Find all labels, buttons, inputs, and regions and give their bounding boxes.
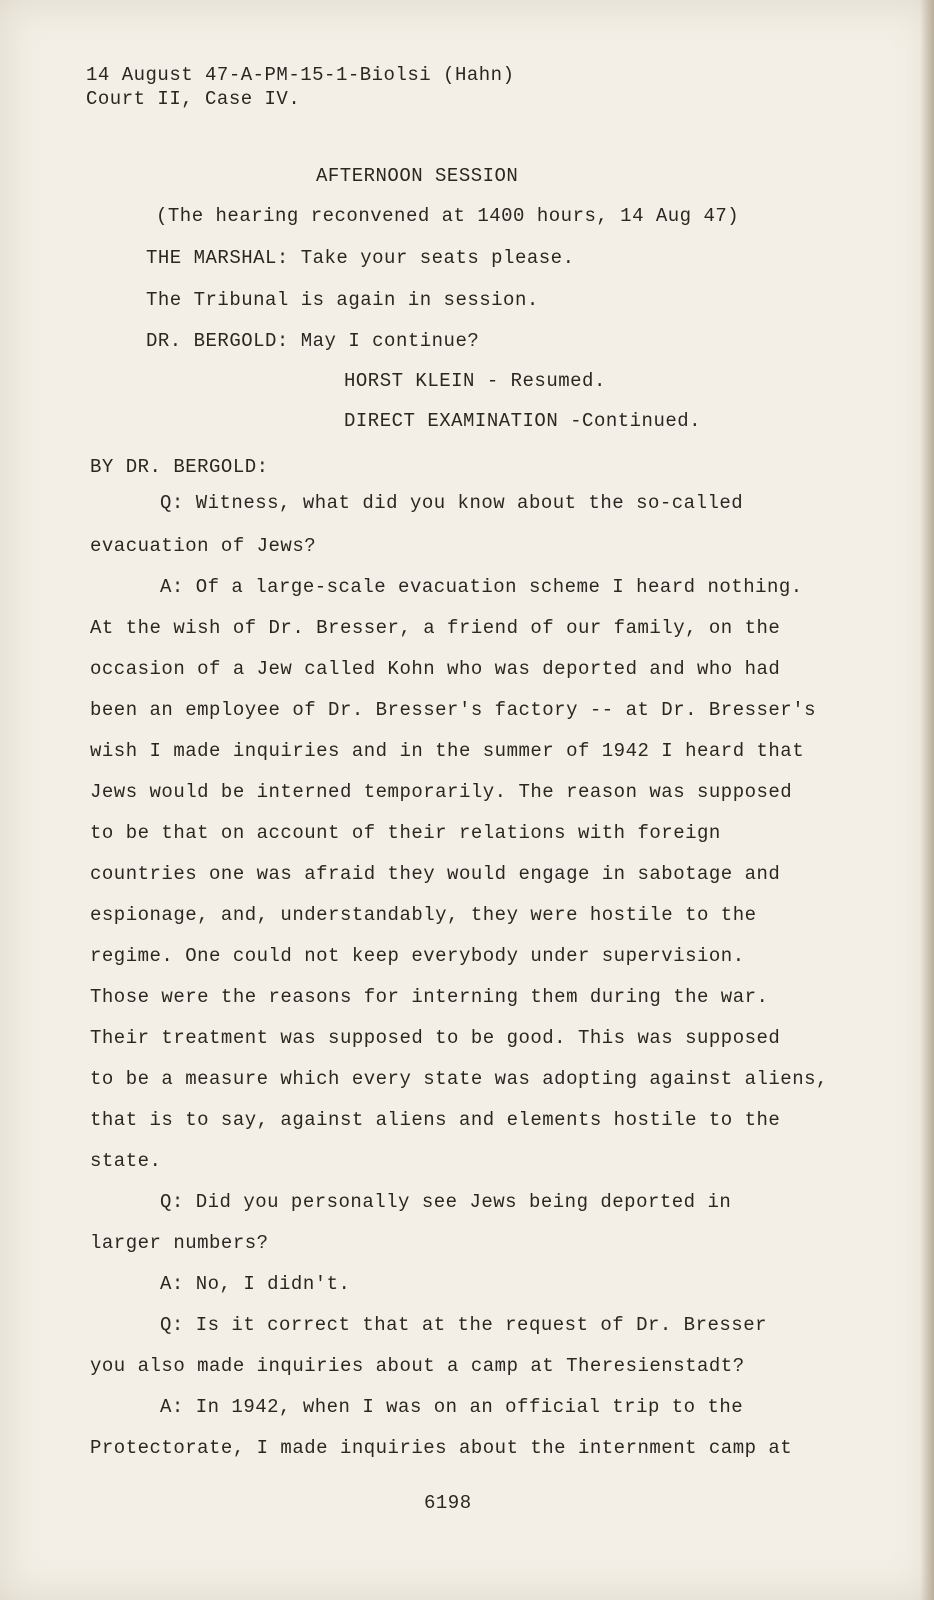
transcript-line: been an employee of Dr. Bresser's factory -- at Dr. Bresser's xyxy=(90,699,817,721)
header-line-1: 14 August 47-A-PM-15-1-Biolsi (Hahn) xyxy=(86,64,515,86)
transcript-line: regime. One could not keep everybody under supervision. xyxy=(90,945,745,967)
transcript-line: Q: Is it correct that at the request of Dr. Bresser xyxy=(160,1314,767,1336)
transcript-line: At the wish of Dr. Bresser, a friend of our family, on the xyxy=(90,617,781,639)
transcript-line: state. xyxy=(90,1150,162,1172)
transcript-line: A: Of a large-scale evacuation scheme I heard nothing. xyxy=(160,576,803,598)
bergold-continue-line: DR. BERGOLD: May I continue? xyxy=(146,330,480,352)
tribunal-line: The Tribunal is again in session. xyxy=(146,289,539,311)
transcript-line: Q: Did you personally see Jews being deported in xyxy=(160,1191,732,1213)
transcript-line: that is to say, against aliens and elements hostile to the xyxy=(90,1109,781,1131)
transcript-line: Protectorate, I made inquiries about the internment camp at xyxy=(90,1437,793,1459)
page-edge-shadow xyxy=(920,0,934,1600)
transcript-line: larger numbers? xyxy=(90,1232,269,1254)
transcript-line: you also made inquiries about a camp at Theresienstadt? xyxy=(90,1355,745,1377)
by-line: BY DR. BERGOLD: xyxy=(90,456,269,478)
transcript-line: A: No, I didn't. xyxy=(160,1273,351,1295)
transcript-line: to be that on account of their relations with foreign xyxy=(90,822,721,844)
marshal-line: THE MARSHAL: Take your seats please. xyxy=(146,247,575,269)
transcript-line: Jews would be interned temporarily. The reason was supposed xyxy=(90,781,793,803)
transcript-line: A: In 1942, when I was on an official trip to the xyxy=(160,1396,744,1418)
transcript-line: countries one was afraid they would engage in sabotage and xyxy=(90,863,781,885)
transcript-line: to be a measure which every state was adopting against aliens, xyxy=(90,1068,828,1090)
reconvened-note: (The hearing reconvened at 1400 hours, 14 Aug 47) xyxy=(156,205,740,227)
witness-line: HORST KLEIN - Resumed. xyxy=(344,370,606,392)
transcript-line: evacuation of Jews? xyxy=(90,535,317,557)
transcript-line: Their treatment was supposed to be good. This was supposed xyxy=(90,1027,781,1049)
transcript-line: wish I made inquiries and in the summer of 1942 I heard that xyxy=(90,740,805,762)
transcript-line: Q: Witness, what did you know about the so-called xyxy=(160,492,744,514)
transcript-line: espionage, and, understandably, they were hostile to the xyxy=(90,904,757,926)
header-line-2: Court II, Case IV. xyxy=(86,88,301,110)
transcript-line: Those were the reasons for interning them during the war. xyxy=(90,986,769,1008)
transcript-line: occasion of a Jew called Kohn who was deported and who had xyxy=(90,658,781,680)
direct-exam-line: DIRECT EXAMINATION -Continued. xyxy=(344,410,702,432)
session-title: AFTERNOON SESSION xyxy=(316,165,519,187)
page-number: 6198 xyxy=(424,1492,472,1514)
